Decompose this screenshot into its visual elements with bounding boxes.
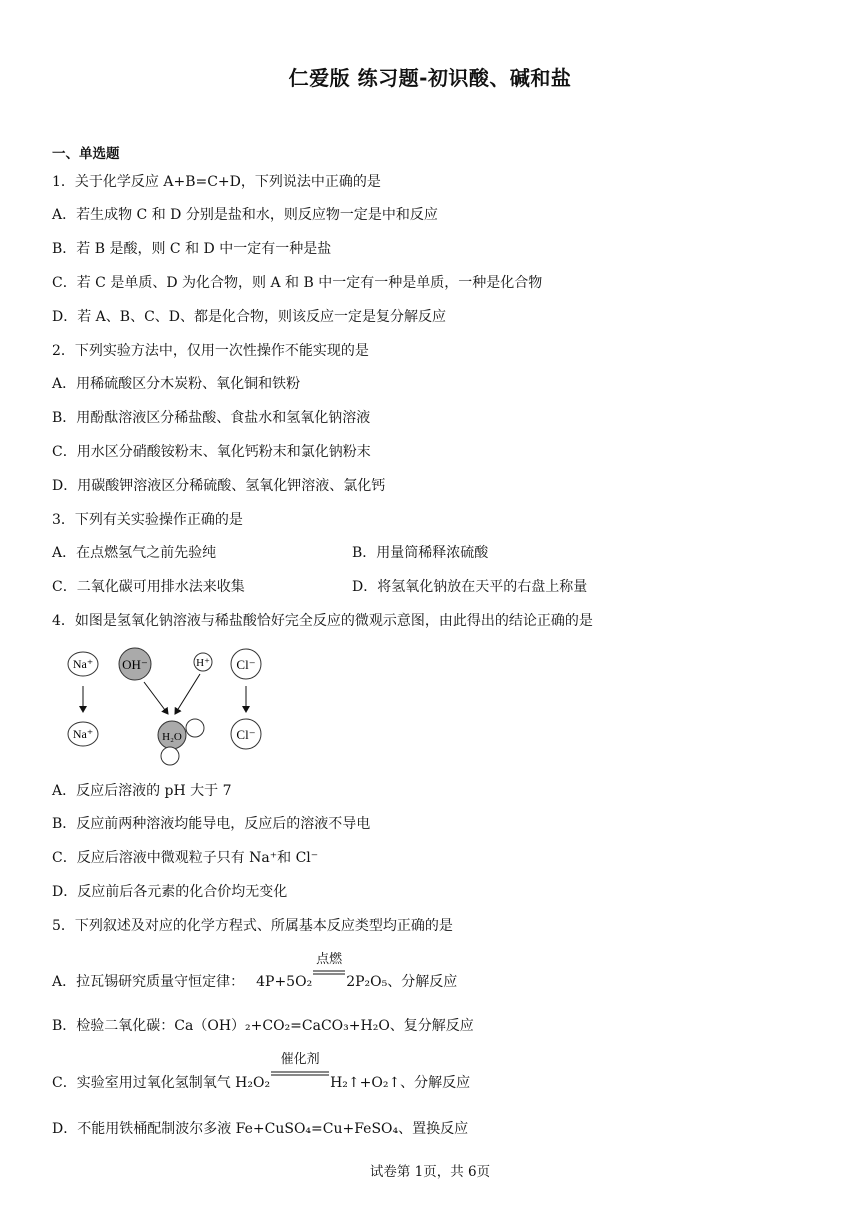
q1-option-d: D．若 A、B、C、D、都是化合物，则该反应一定是复分解反应 [52, 309, 447, 325]
q1-option-a: A．若生成物 C 和 D 分别是盐和水，则反应物一定是中和反应 [52, 207, 438, 223]
water-label: H₂O [162, 731, 182, 743]
reaction-diagram [58, 646, 288, 772]
q5-option-b: B．检验二氧化碳：Ca（OH）₂+CO₂=CaCO₃+H₂O、复分解反应 [52, 1018, 474, 1034]
q4-option-b: B．反应前两种溶液均能导电，反应后的溶液不导电 [52, 816, 371, 832]
q5-a-right: 2P₂O₅、分解反应 [346, 974, 458, 990]
oh-ion-label: OH⁻ [122, 657, 148, 672]
arrow-h [175, 674, 200, 714]
na-ion-bottom-label: Na⁺ [72, 727, 94, 741]
q5-option-c [52, 1052, 471, 1092]
page-footer: 试卷第 1页，共 6页 [369, 1164, 491, 1180]
q5-stem: 5．下列叙述及对应的化学方程式、所属基本反应类型均正确的是 [52, 918, 453, 934]
q2-stem: 2．下列实验方法中，仅用一次性操作不能实现的是 [52, 343, 369, 359]
double-equals-sign [312, 968, 346, 986]
q4-stem: 4．如图是氢氧化钠溶液与稀盐酸恰好完全反应的微观示意图，由此得出的结论正确的是 [52, 613, 593, 629]
q3-option-a: A．在点燃氢气之前先验纯 [52, 545, 217, 561]
q5-c-equals [270, 1052, 330, 1087]
q2-option-c: C．用水区分硝酸铵粉末、氧化钙粉末和氯化钠粉末 [52, 444, 371, 460]
q2-option-d: D．用碳酸钾溶液区分稀硫酸、氢氧化钾溶液、氯化钙 [52, 478, 386, 494]
q3-option-b: B．用量筒稀释浓硫酸 [352, 545, 489, 561]
q4-option-c: C．反应后溶液中微观粒子只有 Na⁺和 Cl⁻ [52, 850, 319, 866]
q5-a-prefix: A．拉瓦锡研究质量守恒定律： [52, 974, 245, 990]
na-ion-top-label: Na⁺ [72, 657, 94, 671]
page-title: 仁爱版 练习题-初识酸、碱和盐 [288, 66, 572, 90]
double-equals-sign [270, 1069, 330, 1087]
q5-c-condition: 催化剂 [280, 1052, 320, 1067]
q4-option-d: D．反应前后各元素的化合价均无变化 [52, 884, 288, 900]
q5-option-a [52, 952, 458, 991]
q5-c-prefix: C．实验室用过氧化氢制氧气 H₂O₂ [52, 1075, 271, 1091]
q3-option-d: D．将氢氧化钠放在天平的右盘上称量 [352, 579, 588, 595]
cl-ion-bottom-label: Cl⁻ [236, 727, 256, 742]
q2-option-a: A．用稀硫酸区分木炭粉、氧化铜和铁粉 [52, 376, 301, 392]
q1-stem: 1．关于化学反应 A+B=C+D，下列说法中正确的是 [52, 174, 381, 190]
q2-option-b: B．用酚酞溶液区分稀盐酸、食盐水和氢氧化钠溶液 [52, 410, 371, 426]
q5-a-left: 4P+5O₂ [256, 974, 313, 990]
q1-option-c: C．若 C 是单质、D 为化合物，则 A 和 B 中一定有一种是单质，一种是化合物 [52, 275, 543, 291]
q3-stem: 3．下列有关实验操作正确的是 [52, 512, 243, 528]
q3-option-c: C．二氧化碳可用排水法来收集 [52, 579, 245, 595]
water-hydrogen-2 [161, 747, 179, 765]
cl-ion-top-label: Cl⁻ [236, 657, 256, 672]
q1-option-b: B．若 B 是酸，则 C 和 D 中一定有一种是盐 [52, 241, 332, 257]
q5-a-equals [312, 952, 346, 986]
section-heading: 一、单选题 [52, 146, 120, 162]
q4-option-a: A．反应后溶液的 pH 大于 7 [52, 783, 232, 799]
arrow-oh [144, 682, 168, 714]
q5-c-right: H₂↑+O₂↑、分解反应 [330, 1075, 471, 1091]
water-hydrogen-1 [186, 719, 204, 737]
q5-option-d: D．不能用铁桶配制波尔多液 Fe+CuSO₄=Cu+FeSO₄、置换反应 [52, 1121, 469, 1137]
q5-a-condition: 点燃 [316, 952, 343, 967]
h-ion-label: H⁺ [196, 657, 210, 669]
